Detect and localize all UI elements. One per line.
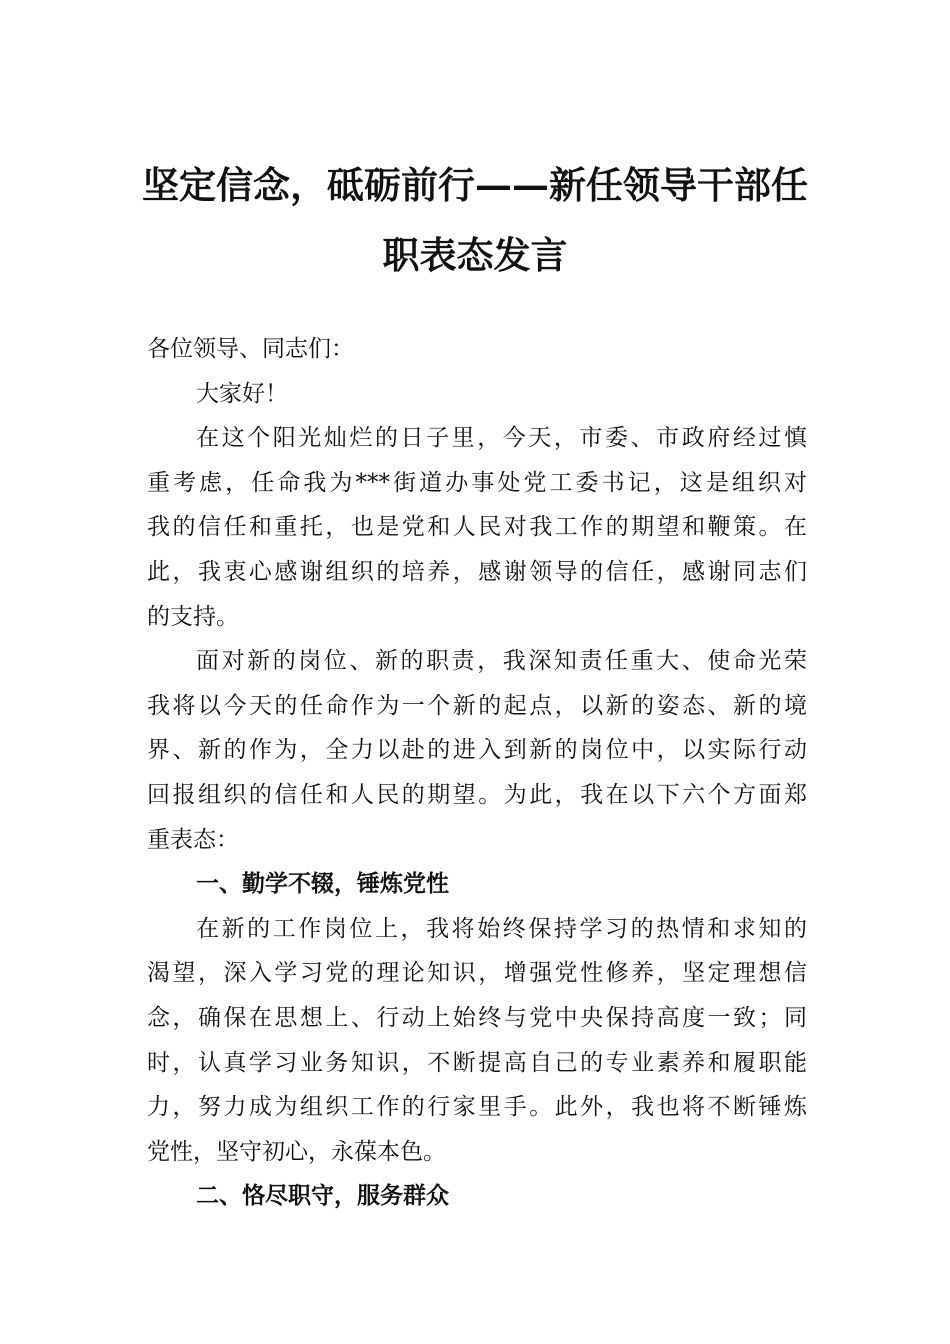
text-line: 面对新的岗位、新的职责，我深知责任重大、使命光荣 (196, 648, 807, 675)
paragraph-commitment (147, 639, 807, 862)
text-line: 党性，坚守初心，永葆本色。 (147, 1138, 446, 1165)
document-body (147, 327, 807, 1219)
text-line: 时，认真学习业务知识，不断提高自己的专业素养和履职能 (147, 1049, 807, 1076)
text-line: 我的信任和重托，也是党和人民对我工作的期望和鞭策。在 (147, 514, 807, 541)
document-title-line-2: 职表态发言 (382, 233, 568, 277)
salutation: 各位领导、同志们： (147, 336, 354, 362)
greeting: 大家好！ (196, 380, 288, 407)
text-line: 渴望，深入学习党的理论知识，增强党性修养，坚定理想信 (147, 960, 807, 987)
text-line: 界、新的作为，全力以赴的进入到新的岗位中，以实际行动 (147, 737, 807, 764)
section-heading-1: 一、勤学不辍，锤炼党性 (196, 870, 449, 898)
text-line: 在这个阳光灿烂的日子里，今天，市委、市政府经过慎 (196, 425, 807, 452)
section-1-paragraph (147, 907, 807, 1175)
section-heading-2: 二、恪尽职守，服务群众 (196, 1182, 449, 1210)
text-line: 我将以今天的任命作为一个新的起点，以新的姿态、新的境 (147, 692, 807, 719)
text-line: 在新的工作岗位上，我将始终保持学习的热情和求知的 (196, 915, 807, 942)
text-line: 的支持。 (147, 603, 239, 630)
text-line: 力，努力成为组织工作的行家里手。此外，我也将不断锤炼 (147, 1094, 807, 1121)
document-title-line-1: 坚定信念，砥砺前行——新任领导干部任 (142, 163, 808, 207)
text-line: 念，确保在思想上、行动上始终与党中央保持高度一致；同 (147, 1004, 807, 1031)
text-line: 重表态： (147, 826, 239, 853)
text-line: 重考虑，任命我为***街道办事处党工委书记，这是组织对 (147, 469, 807, 496)
text-line: 此，我衷心感谢组织的培养，感谢领导的信任，感谢同志们 (147, 558, 807, 585)
paragraph-appointment (147, 416, 807, 639)
text-line: 回报组织的信任和人民的期望。为此，我在以下六个方面郑 (147, 781, 807, 808)
